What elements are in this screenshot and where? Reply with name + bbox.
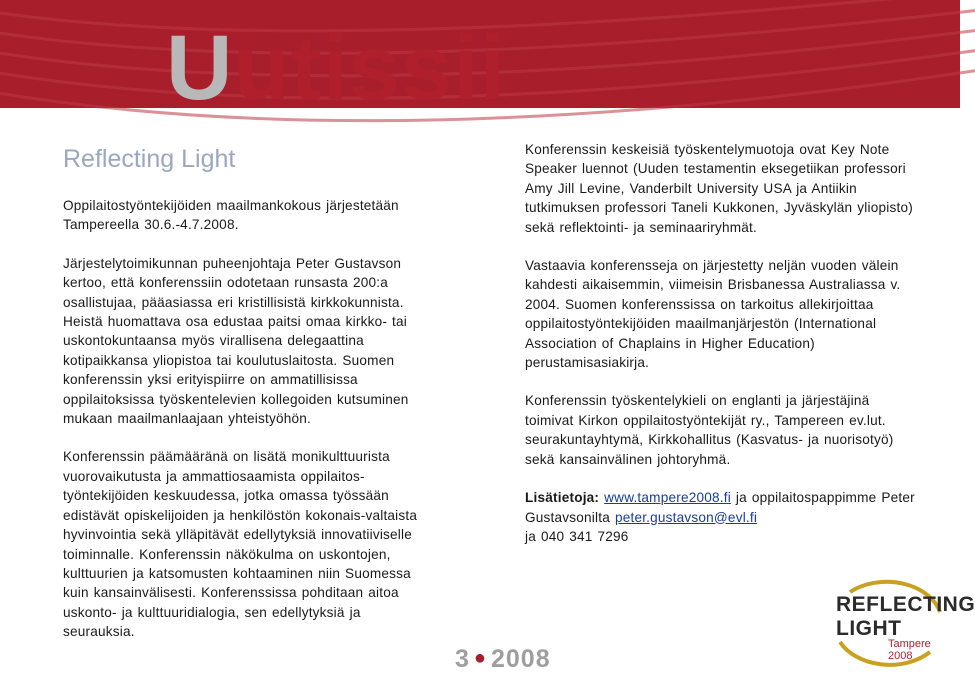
logo-line-2: LIGHT [836, 617, 902, 640]
logo-subtitle: Tampere 2008 [888, 638, 931, 662]
body-paragraph: Konferenssin työskentelykieli on englanti ja järjestäjinä toimivat Kirkon oppilaitostyöntekijät ry., Tampereen ev.lut. seurakuntayhtymä, Kirkkohallitus (Kasvatus- ja nuorisotyö) sekä kansainvälinen johtoryhmä. [525, 393, 894, 467]
header-banner [0, 0, 960, 119]
article-title: Reflecting Light [63, 145, 236, 173]
email-link[interactable]: peter.gustavson@evl.fi [614, 509, 758, 525]
contact-text: ja oppilaitospappimme Peter Gustavsonilta [525, 490, 915, 525]
phone-text: ja 040 341 7296 [525, 528, 629, 544]
body-paragraph: Konferenssin päämääränä on lisätä monikulttuurista vuorovaikutusta ja ammattiosaamista oppilaitos-työntekijöiden keskuudessa, jotka omassa työssään edistävät opiskelijoiden ja henkilöstön kokonais-valtaista hyvinvointia sekä ylläpitävät edellytyksiä innovatiiviselle toiminnalle. Konferenssin näkökulma on uskontojen, kulttuurien ja katsomusten kohtaaminen niin Suomessa kuin kansainvälisesti. Konferenssissa pohditaan aitoa uskonto- ja kulttuuridialogia, sen edellytyksiä ja seurauksia. [63, 449, 418, 640]
contact-label: Lisätietoja: [525, 490, 600, 506]
body-paragraph: Vastaavia konferensseja on järjestetty neljän vuoden välein kahdesti aikaisemmin, viimeisin Brisbanessa Australiassa v. 2004. Suomen konferenssissa on tarkoitus allekirjoittaa oppilaitostyöntekijöiden maailmanjärjestön (International Association of Chaplains in Higher Education) perustamisasiakirja. [525, 258, 901, 371]
issue-no: 3 [455, 645, 470, 673]
issue-year: 2008 [491, 645, 551, 673]
logo-line-1: REFLECTING [836, 593, 975, 616]
lead-paragraph: Oppilaitostyöntekijöiden maailmankokous järjestetään Tampereella 30.6.-4.7.2008. [63, 198, 399, 233]
masthead-title: Uutissii [166, 17, 507, 119]
website-link[interactable]: www.tampere2008.fi [604, 490, 731, 506]
right-column [525, 140, 915, 565]
body-paragraph: Konferenssin keskeisiä työskentelymuotoja ovat Key Note Speaker luennot (Uuden testamentin eksegetiikan professori Amy Jill Levine, Vanderbilt University USA ja Antiikin tutkimuksen professori Taneli Kukkonen, Jyväskylän yliopisto) sekä reflektointi- ja seminaariryhmät. [525, 142, 913, 235]
separator-dot: ● [473, 647, 487, 669]
left-column [63, 140, 435, 661]
contact-info [525, 488, 915, 546]
body-paragraph: Järjestelytoimikunnan puheenjohtaja Peter Gustavson kertoo, että konferenssiin odotetaan runsasta 200:a osallistujaa, pääasiassa eri kristillisistä kirkkokunnista. Heistä huomattava osa edustaa paitsi omaa kirkko- tai uskontokuntaansa myös virallisena delegaattina kotipaikkansa yliopistoa tai koulutuslaitosta. Suomen konferenssin yksi erityispiirre on ammatillisissa oppilaitoksissa työskentelevien kollegoiden kutsuminen mukaan maailmanlaajaan yhteistyöhön. [63, 255, 409, 427]
issue-number [455, 645, 551, 674]
reflecting-light-logo [836, 588, 975, 668]
